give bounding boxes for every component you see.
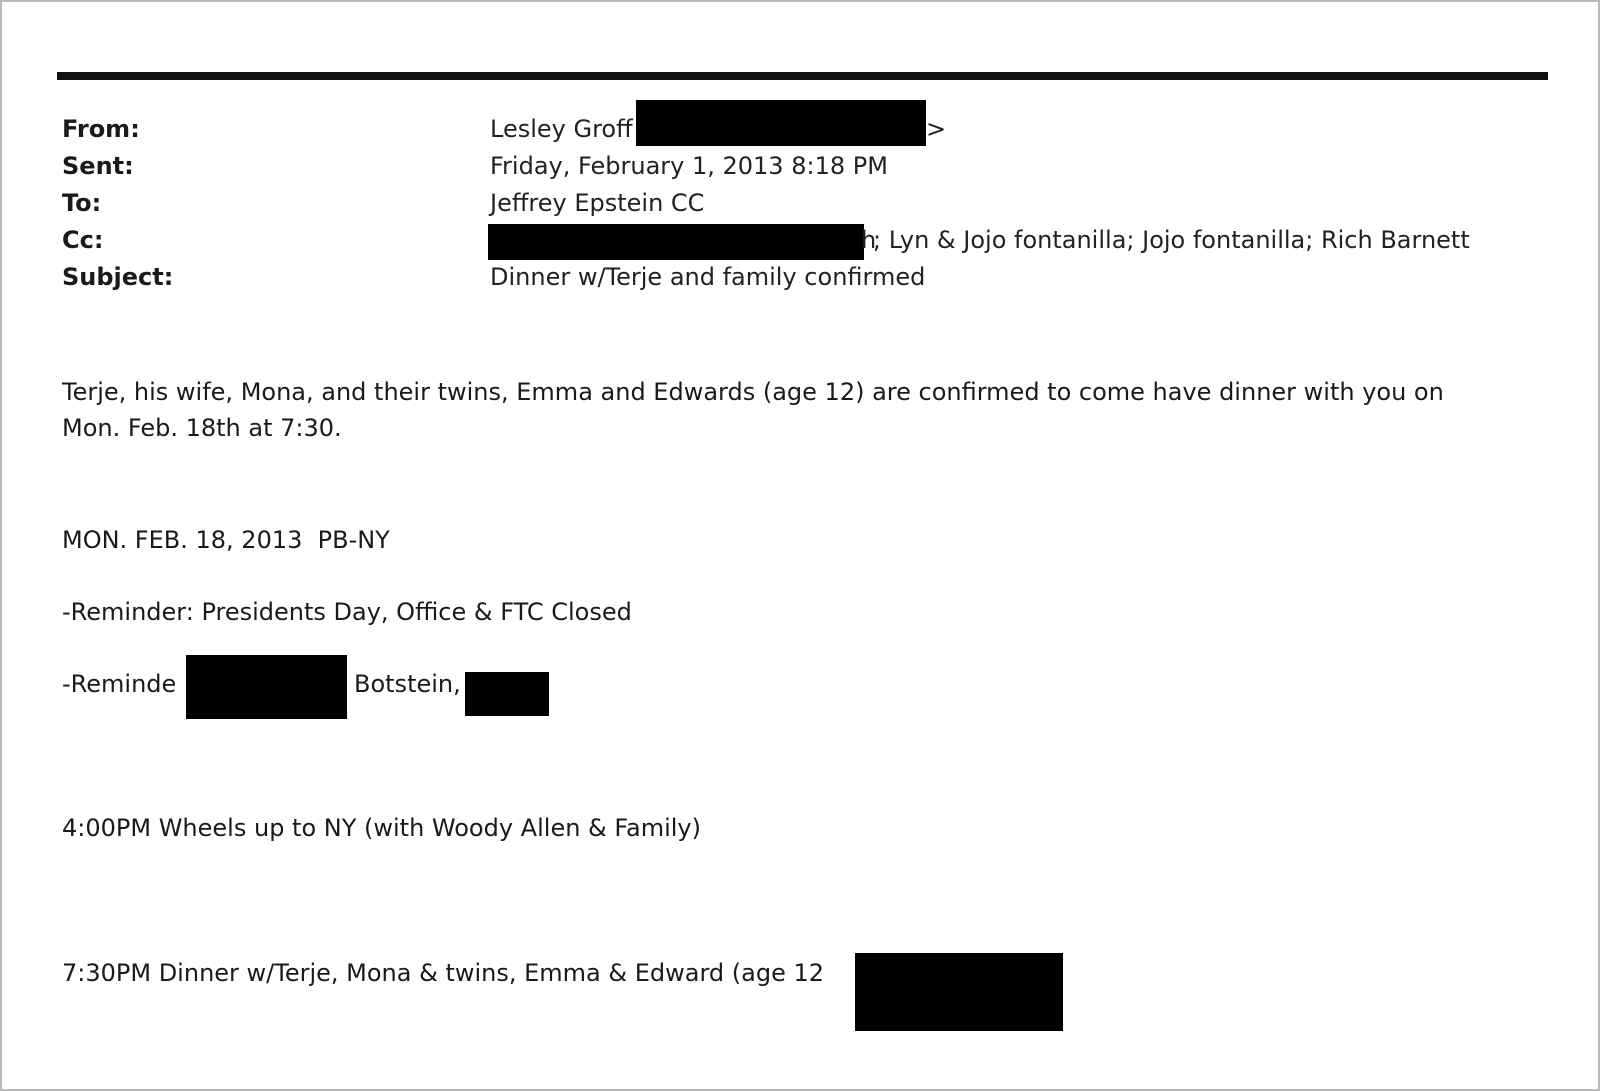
redaction-box (488, 224, 864, 260)
from-value-tail: > (926, 115, 947, 143)
dinner-line: 7:30PM Dinner w/Terje, Mona & twins, Emma & Edward (age 12 (62, 959, 824, 987)
reminder-line-2-prefix: -Reminde (62, 670, 177, 698)
schedule-date-line: MON. FEB. 18, 2013 PB-NY (62, 526, 390, 554)
header-rule (57, 72, 1548, 80)
redaction-box (186, 655, 347, 719)
body-paragraph-line-1: Terje, his wife, Mona, and their twins, Emma and Edwards (age 12) are confirmed to come have dinner with you on (62, 378, 1444, 406)
cc-partial-char: h (861, 226, 877, 254)
wheels-up-line: 4:00PM Wheels up to NY (with Woody Allen & Family) (62, 814, 701, 842)
body-paragraph-line-2: Mon. Feb. 18th at 7:30. (62, 414, 342, 442)
sent-label: Sent: (62, 152, 134, 180)
redaction-box (636, 100, 926, 146)
sent-value: Friday, February 1, 2013 8:18 PM (490, 152, 888, 180)
reminder-line-1: -Reminder: Presidents Day, Office & FTC Closed (62, 598, 632, 626)
subject-value: Dinner w/Terje and family confirmed (490, 263, 926, 291)
from-value: Lesley Groff (490, 115, 633, 143)
subject-label: Subject: (62, 263, 174, 291)
from-label: From: (62, 115, 140, 143)
to-label: To: (62, 189, 102, 217)
cc-value: ; Lyn & Jojo fontanilla; Jojo fontanilla; Rich Barnett (873, 226, 1470, 254)
to-value: Jeffrey Epstein CC (490, 189, 705, 217)
cc-label: Cc: (62, 226, 104, 254)
redaction-box (465, 672, 549, 716)
redaction-box (855, 953, 1063, 1031)
reminder-line-2-name: Botstein, (354, 670, 461, 698)
